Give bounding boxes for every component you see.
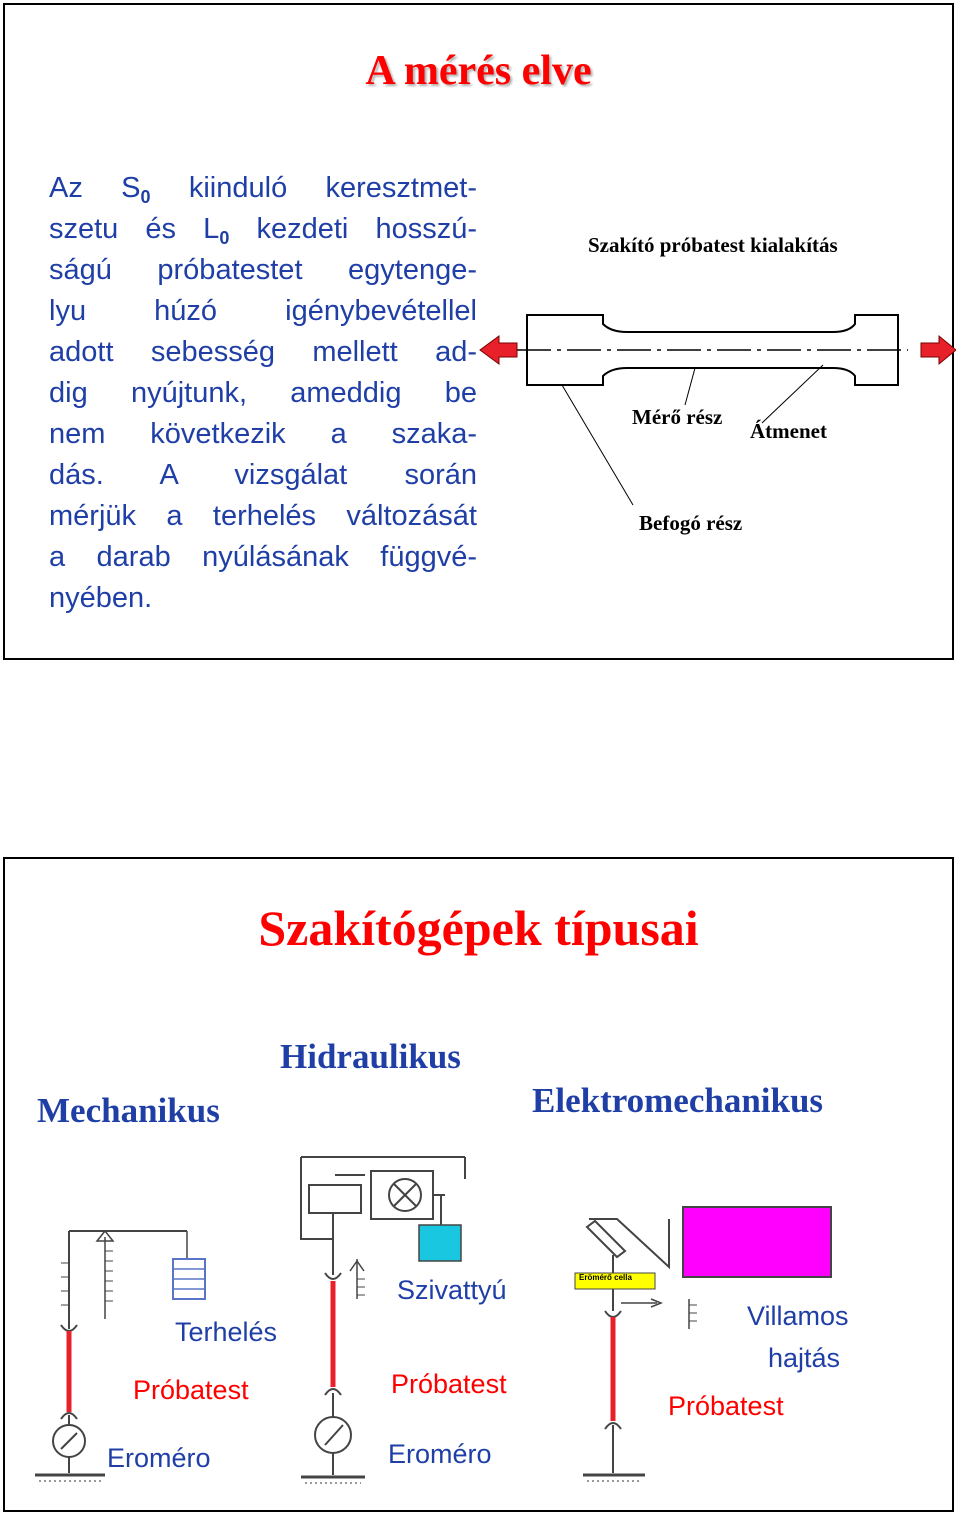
label-load: Terhelés	[175, 1317, 278, 1347]
diagram-title: Szakító próbatest kialakítás	[588, 233, 838, 257]
slide-measurement-principle	[3, 3, 954, 660]
text-line: a darab nyúlásának függvé-	[49, 541, 477, 573]
drive-motor	[683, 1207, 831, 1277]
label-force-meter-mechanical: Eroméro	[107, 1443, 211, 1473]
type-mechanical: Mechanikus	[37, 1091, 220, 1130]
type-electromechanical: Elektromechanikus	[532, 1081, 824, 1120]
label-force-meter-hydraulic: Eroméro	[388, 1439, 492, 1469]
hydraulic-cylinder	[309, 1185, 361, 1213]
label-electric-drive-line2: hajtás	[768, 1343, 841, 1373]
label-electric-drive-line1: Villamos	[747, 1301, 849, 1331]
text-line: Az $S_0$ kiinduló keresztmet-	[49, 172, 477, 207]
slide-title: A mérés elve	[365, 48, 592, 94]
tensile-specimen-drawing	[5, 5, 956, 662]
pump-tank	[419, 1225, 461, 1261]
text-line: mérjük a terhelés változását	[49, 500, 477, 532]
left-force-arrow	[480, 336, 517, 364]
label-transition: Átmenet	[750, 419, 827, 443]
right-force-arrow	[921, 336, 956, 364]
slide-title: Szakítógépek típusai	[258, 900, 699, 956]
label-specimen-hydraulic: Próbatest	[391, 1369, 507, 1399]
text-line: szetu és $L_0$ kezdeti hosszú-	[49, 213, 477, 248]
slide-machine-types	[3, 857, 954, 1512]
text-line: adott sebesség mellett ad-	[49, 336, 477, 368]
text-line: dás. A vizsgálat során	[49, 459, 477, 491]
label-specimen-mechanical: Próbatest	[133, 1375, 249, 1405]
text-line: nem következik a szaka-	[49, 418, 477, 450]
text-line: lyu húzó igénybevétellel	[49, 295, 477, 327]
label-specimen-electromechanical: Próbatest	[668, 1391, 784, 1421]
text-line: ságú próbatestet egytenge-	[49, 254, 477, 286]
label-gauge-section: Mérő rész	[632, 405, 723, 429]
label-grip-section: Befogó rész	[639, 511, 743, 535]
type-hydraulic: Hidraulikus	[280, 1037, 461, 1076]
text-line: nyében.	[49, 582, 153, 614]
hydraulic-machine	[301, 1157, 465, 1483]
label-load-cell: Erömérő cella	[579, 1273, 632, 1282]
machine-drawings	[5, 859, 956, 1514]
text-line: dig nyújtunk, ameddig be	[49, 377, 477, 409]
label-pump: Szivattyú	[397, 1275, 507, 1305]
